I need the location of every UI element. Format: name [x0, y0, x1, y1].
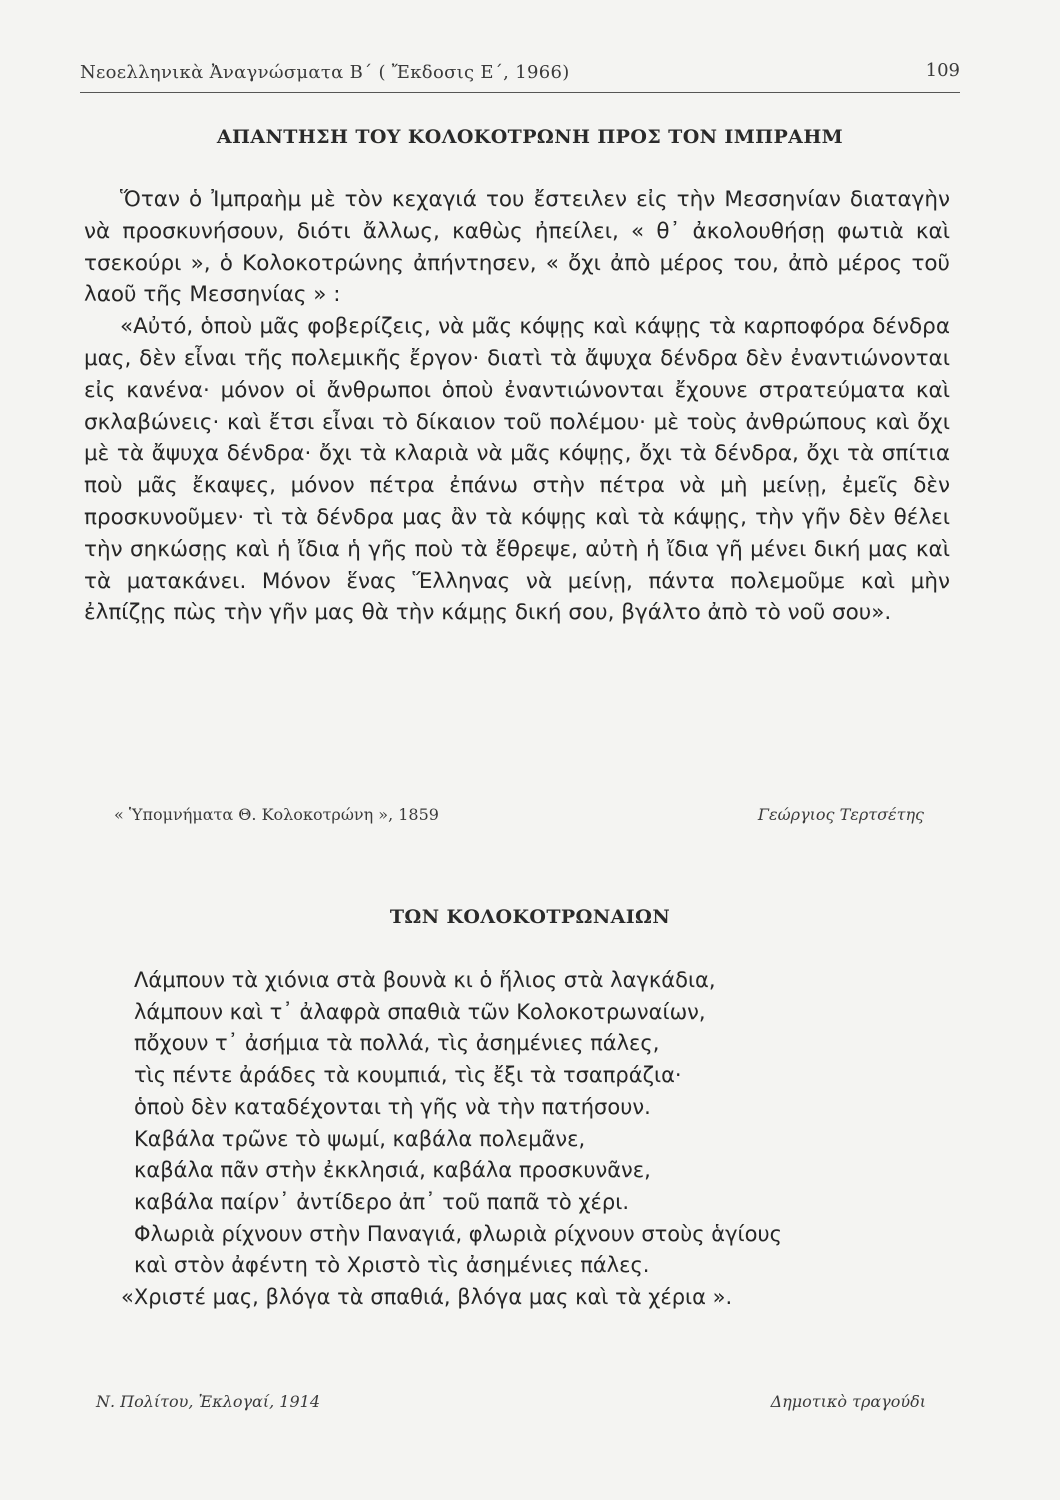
poem-line: καὶ στὸν ἀφέντη τὸ Χριστὸ τὶς ἀσημένιες πάλες.	[134, 1253, 650, 1278]
poem-line: «Χριστέ μας, βλόγα τὰ σπαθιά, βλόγα μας καὶ τὰ χέρια ».	[121, 1285, 733, 1310]
citation-author: Δημοτικὸ τραγούδι	[770, 1392, 926, 1411]
poem-line: καβάλα παίρν᾽ ἀντίδερο ἀπ᾽ τοῦ παπᾶ τὸ χέρι.	[134, 1189, 629, 1214]
poem-line: πὄχουν τ᾽ ἀσήμια τὰ πολλά, τὶς ἀσημένιες πάλες,	[134, 1031, 660, 1056]
poem-line: τὶς πέντε ἀράδες τὰ κουμπιά, τὶς ἔξι τὰ τσαπράζια·	[134, 1063, 682, 1088]
section-title-apantisi: ΑΠΑΝΤΗΣΗ ΤΟΥ ΚΟΛΟΚΟΤΡΩΝΗ ΠΡΟΣ ΤΟΝ ΙΜΠΡΑΗΜ	[216, 126, 844, 148]
page-number: 109	[925, 60, 960, 81]
citation-section1	[84, 805, 924, 829]
citation-section2	[96, 1392, 926, 1416]
prose-text	[84, 184, 950, 629]
book-title: Νεοελληνικὰ Ἀναγνώσματα Β΄ ( Ἔκδοσις Ε΄, 1966)	[80, 62, 570, 83]
running-header	[80, 58, 960, 93]
intro-paragraph: Ὅταν ὁ Ἰμπραὴμ μὲ τὸν κεχαγιά του ἔστειλεν εἰς τὴν Μεσσηνίαν διαταγὴν νὰ προσκυνήσουν, διότι ἄλλως, καθὼς ἠπείλει, « θ᾽ ἀκολουθήσῃ φωτιὰ καὶ τσεκούρι », ὁ Κολοκοτρώνης ἀπήντησεν, « ὄχι ἀπὸ μέρος του, ἀπὸ μέρος τοῦ λαοῦ τῆς Μεσσηνίας » :	[84, 187, 950, 308]
poem-line: Λάμπουν τὰ χιόνια στὰ βουνὰ κι ὁ ἥλιος στὰ λαγκάδια,	[134, 968, 716, 992]
poem-line: καβάλα πᾶν στὴν ἐκκλησιά, καβάλα προσκυνᾶνε,	[134, 1158, 651, 1183]
poem-line: Καβάλα τρῶνε τὸ ψωμί, καβάλα πολεμᾶνε,	[134, 1126, 586, 1151]
poem	[121, 965, 954, 1314]
citation-author: Γεώργιος Τερτσέτης	[757, 805, 924, 824]
poem-line: ὁποὺ δὲν καταδέχονται τὴ γῆς νὰ τὴν πατήσουν.	[134, 1094, 651, 1119]
poem-line: λάμπουν καὶ τ᾽ ἀλαφρὰ σπαθιὰ τῶν Κολοκοτρωναίων,	[134, 999, 706, 1024]
response-paragraph: «Αὐτό, ὁποὺ μᾶς φοβερίζεις, νὰ μᾶς κόψῃς καὶ κάψῃς τὰ καρποφόρα δένδρα μας, δὲν εἶναι τῆς πολεμικῆς ἔργον· διατὶ τὰ ἄψυχα δένδρα δὲν ἐναντιώνονται εἰς κανένα· μόνον οἱ ἄνθρωποι ὁποὺ ἐναντιώνονται ἔχουνε στρατεύματα καὶ σκλαβώνεις· καὶ ἔτσι εἶναι τὸ δίκαιον τοῦ πολέμου· μὲ τοὺς ἀνθρώπους καὶ ὄχι μὲ τὰ ἄψυχα δένδρα· ὄχι τὰ κλαριὰ νὰ μᾶς κόψῃς, ὄχι τὰ δένδρα, ὄχι τὰ σπίτια ποὺ μᾶς ἔκαψες, μόνον πέτρα ἐπάνω στὴν πέτρα νὰ μὴ μείνῃ, ἐμεῖς δὲν προσκυνοῦμεν· τὶ τὰ δένδρα μας ἂν τὰ κόψῃς καὶ τὰ κάψῃς, τὴν γῆν δὲν θέλει τὴν σηκώσῃς καὶ ἡ ἴδια ἡ γῆς ποὺ τὰ ἔθρεψε, αὐτὴ ἡ ἴδια γῆ μένει δική μας καὶ τὰ ματακάνει. Μόνον ἕνας Ἕλληνας νὰ μείνῃ, πάντα πολεμοῦμε καὶ μὴν ἐλπίζῃς πὼς τὴν γῆν μας θὰ τὴν κάμῃς δική σου, βγάλτο ἀπὸ τὸ νοῦ σου».	[84, 314, 950, 626]
poem-line: Φλωριὰ ρίχνουν στὴν Παναγιά, φλωριὰ ρίχνουν στοὺς ἁγίους	[134, 1221, 782, 1246]
section-title-kolokotronaion: ΤΩΝ ΚΟΛΟΚΟΤΡΩΝΑΙΩΝ	[389, 906, 671, 928]
citation-source: Ν. Πολίτου, Ἐκλογαί, 1914	[96, 1392, 320, 1411]
citation-source: « Ὑπομνήματα Θ. Κολοκοτρώνη », 1859	[114, 805, 439, 824]
